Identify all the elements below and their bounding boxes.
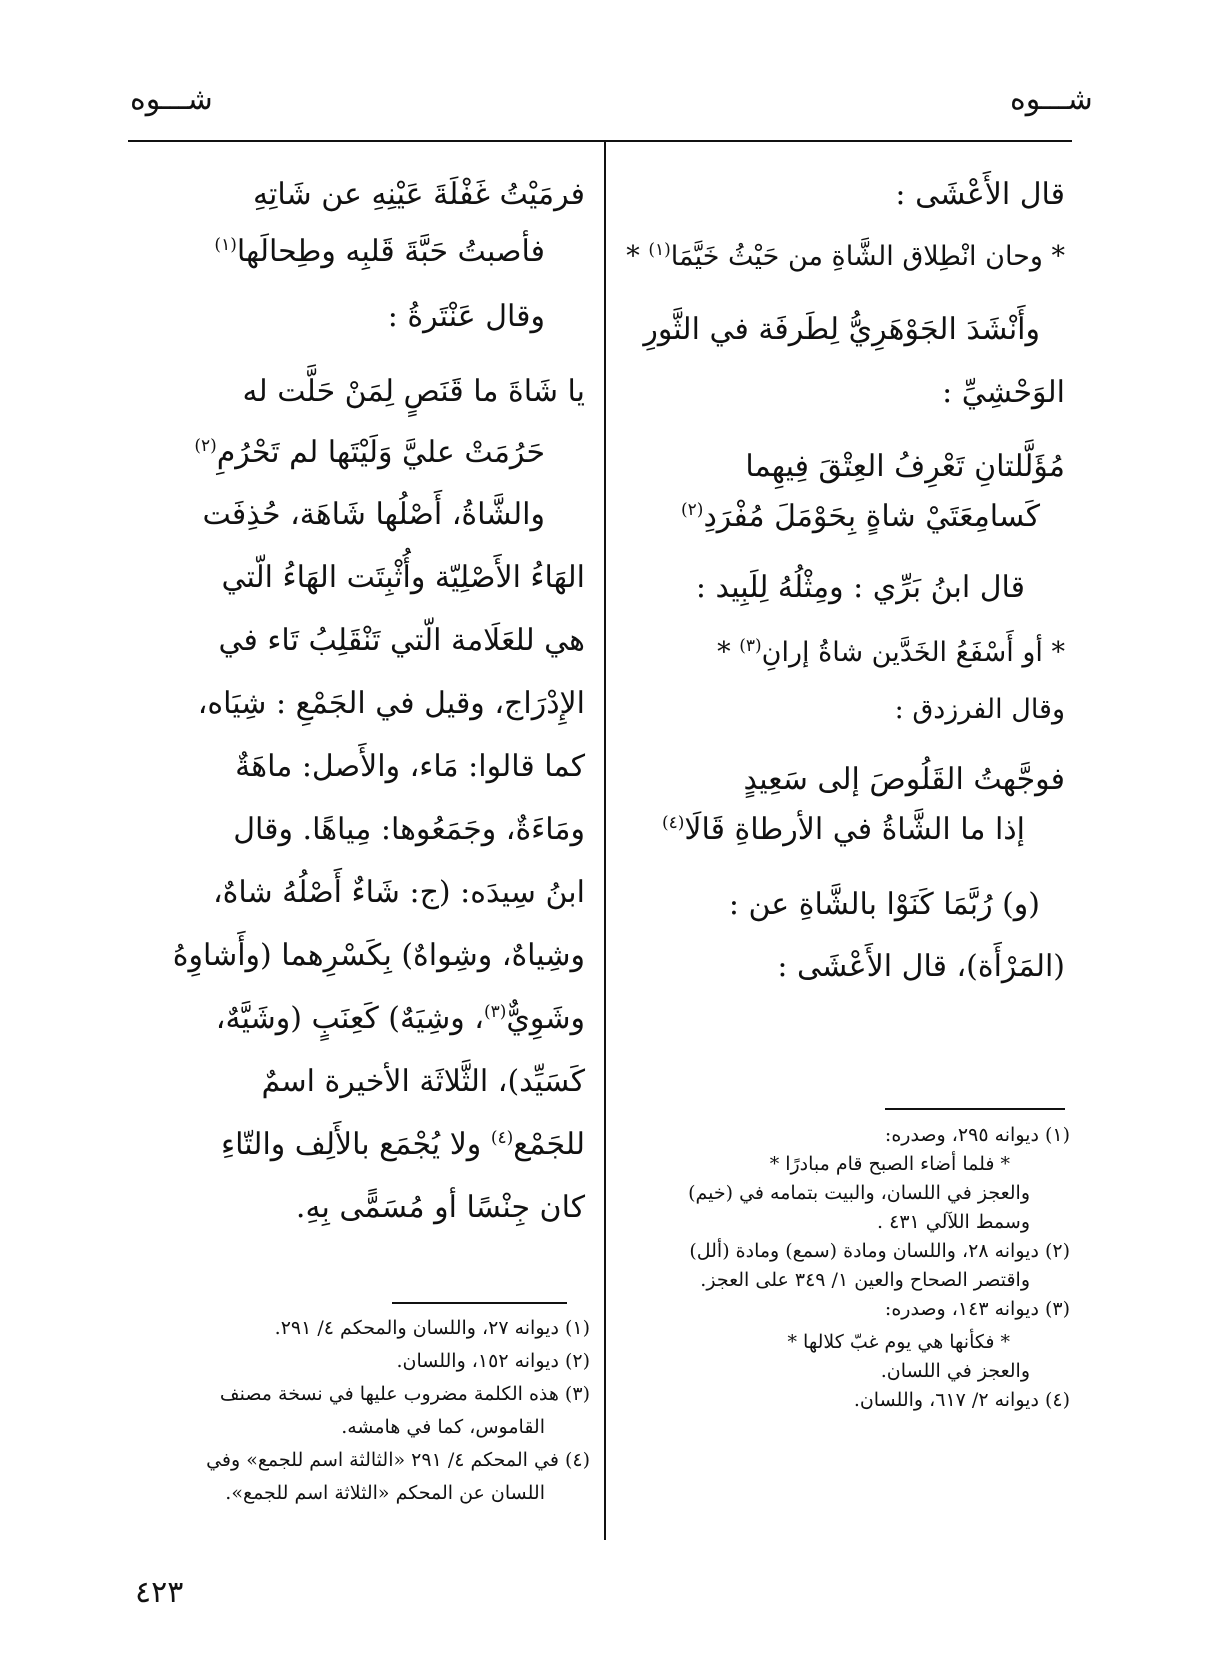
footnote: القاموس، كما في هامشه. xyxy=(341,1416,545,1438)
text-line: (المَرْأَة)، قال الأَعْشَى : xyxy=(777,949,1065,984)
text-line: الوَحْشِيِّ : xyxy=(942,375,1065,410)
text-line: كَسَيِّد)، الثَّلاثَة الأخيرة اسمٌ xyxy=(261,1064,585,1099)
text-line: ومَاءَةٌ، وجَمَعُوها: مِياهًا. وقال xyxy=(233,812,585,847)
footnote: (١) ديوانه ٢٩٥، وصدره: xyxy=(884,1124,1070,1146)
footnote: اللسان عن المحكم «الثلاثة اسم للجمع». xyxy=(225,1482,545,1504)
footnote: (٢) ديوانه ١٥٢، واللسان. xyxy=(396,1350,590,1372)
text-line: كان جِنْسًا أو مُسَمًّى بِهِ. xyxy=(295,1190,585,1225)
page-number: ٤٢٣ xyxy=(135,1575,184,1610)
footnote: (٣) ديوانه ١٤٣، وصدره: xyxy=(884,1298,1070,1320)
text-line: للجَمْع$^{(٤)}$ ولا يُجْمَع بالأَلِف والتّاءِ xyxy=(221,1127,585,1162)
verse-line: * أو أَسْفَعُ الخَدَّين شاةُ إرانِ$^{(٣)}$ * xyxy=(717,636,1065,668)
footnote-rule xyxy=(392,1302,567,1304)
text-line: هي للعَلَامة الّتي تَنْقَلِبُ تَاء في xyxy=(218,623,585,658)
footnote: (٤) في المحكم ٤/ ٢٩١ «الثالثة اسم للجمع» وفي xyxy=(206,1449,590,1471)
column-divider xyxy=(604,140,606,1540)
footnote-rule xyxy=(885,1108,1065,1110)
footnote: والعجز في اللسان، والبيت بتمامه في (خيم) xyxy=(688,1182,1030,1204)
footnote-marker: (٤) xyxy=(661,813,685,833)
text-line: وأَنْشَدَ الجَوْهَرِيُّ لِطَرفَة في الثَّورِ xyxy=(643,312,1040,347)
footnote-marker: (٣) xyxy=(483,1002,507,1022)
running-header-right: شـــوه xyxy=(1010,82,1093,117)
footnote-marker: (٤) xyxy=(490,1128,514,1148)
footnote: واقتصر الصحاح والعين ١/ ٣٤٩ على العجز. xyxy=(700,1269,1030,1291)
running-header-left: شـــوه xyxy=(130,82,213,117)
text-line: وقال عَنْتَرةُ : xyxy=(387,299,545,334)
text-line: وشِياهٌ، وشِواهٌ) بِكَسْرِهما (وأَشاوِهُ xyxy=(172,938,585,973)
verse-line: مُؤَلَّلتانِ تَعْرِفُ العِتْقَ فِيهِما xyxy=(745,449,1065,484)
verse-line: فوجَّهتُ القَلُوصَ إلى سَعِيدٍ xyxy=(743,762,1065,797)
text-line: كما قالوا: مَاء، والأَصل: ماهَةٌ xyxy=(235,749,585,784)
text-line: وشَوِيٌّ$^{(٣)}$، وشِيَهٌ) كَعِنَبٍ (وشَيَّهٌ، xyxy=(215,1001,585,1036)
verse-line: إذا ما الشَّاةُ في الأرطاةِ قَالَا$^{(٤)}$ xyxy=(661,812,1025,847)
verse-line: حَرُمَتْ عليَّ وَلَيْتَها لم تَحْرُمِ$^{(٢)}$ xyxy=(194,435,545,470)
verse-line: * وحان انْطِلاق الشَّاةِ من حَيْثُ خَيَّمَا$^{(١)}$ * xyxy=(626,240,1065,272)
footnote: (٣) هذه الكلمة مضروب عليها في نسخة مصنف xyxy=(219,1383,590,1405)
footnote-marker: (٣) xyxy=(739,636,762,656)
text-line: وقال الفرزدق : xyxy=(894,694,1065,725)
footnote-marker: (٢) xyxy=(681,500,704,520)
text-line: الهَاءُ الأَصْلِيّة وأُثْبِتَت الهَاءُ الّتي xyxy=(221,560,585,595)
verse-line: فرمَيْتُ غَفْلَةَ عَيْنِهِ عن شَاتِهِ xyxy=(252,177,585,212)
footnote-marker: (١) xyxy=(648,240,671,260)
header-rule xyxy=(128,140,1072,142)
text-line: قال الأَعْشَى : xyxy=(895,177,1065,212)
text-line: ابنُ سِيدَه: (ج: شَاءٌ أَصْلُهُ شاهٌ، xyxy=(212,875,585,910)
verse-line: يا شَاةَ ما قَنَصٍ لِمَنْ حَلَّت له xyxy=(242,374,585,409)
footnote-verse: * فلما أضاء الصبح قام مبادرًا * xyxy=(769,1153,1010,1175)
text-line: والشَّاةُ، أَصْلُها شَاهَة، حُذِفَت xyxy=(202,497,545,532)
footnote: والعجز في اللسان. xyxy=(880,1360,1030,1382)
footnote: (٤) ديوانه ٢/ ٦١٧، واللسان. xyxy=(853,1389,1070,1411)
footnote: (١) ديوانه ٢٧، واللسان والمحكم ٤/ ٢٩١. xyxy=(274,1317,590,1339)
text-line: قال ابنُ بَرِّي : ومِثْلُهُ لِلَبِيد : xyxy=(695,570,1025,605)
verse-line: فأصبتُ حَبَّةَ قَلبِه وطِحالَها$^{(١)}$ xyxy=(214,234,545,269)
text-line: (و) رُبَّمَا كَنَوْا بالشَّاةِ عن : xyxy=(728,887,1040,922)
footnote-verse: * فكأنها هي يوم غبّ كلالها * xyxy=(787,1331,1010,1353)
footnote-marker: (١) xyxy=(214,235,237,255)
footnote-marker: (٢) xyxy=(194,436,217,456)
footnote: وسمط اللآلي ٤٣١ . xyxy=(877,1211,1030,1233)
footnote: (٢) ديوانه ٢٨، واللسان ومادة (سمع) ومادة (ألل) xyxy=(689,1240,1070,1262)
verse-line: كَسامِعَتَيْ شاةٍ بِحَوْمَلَ مُفْرَدِ$^{(٢)}$ xyxy=(681,499,1040,534)
text-line: الإِدْرَاج، وقيل في الجَمْعِ : شِيَاه، xyxy=(197,686,585,721)
